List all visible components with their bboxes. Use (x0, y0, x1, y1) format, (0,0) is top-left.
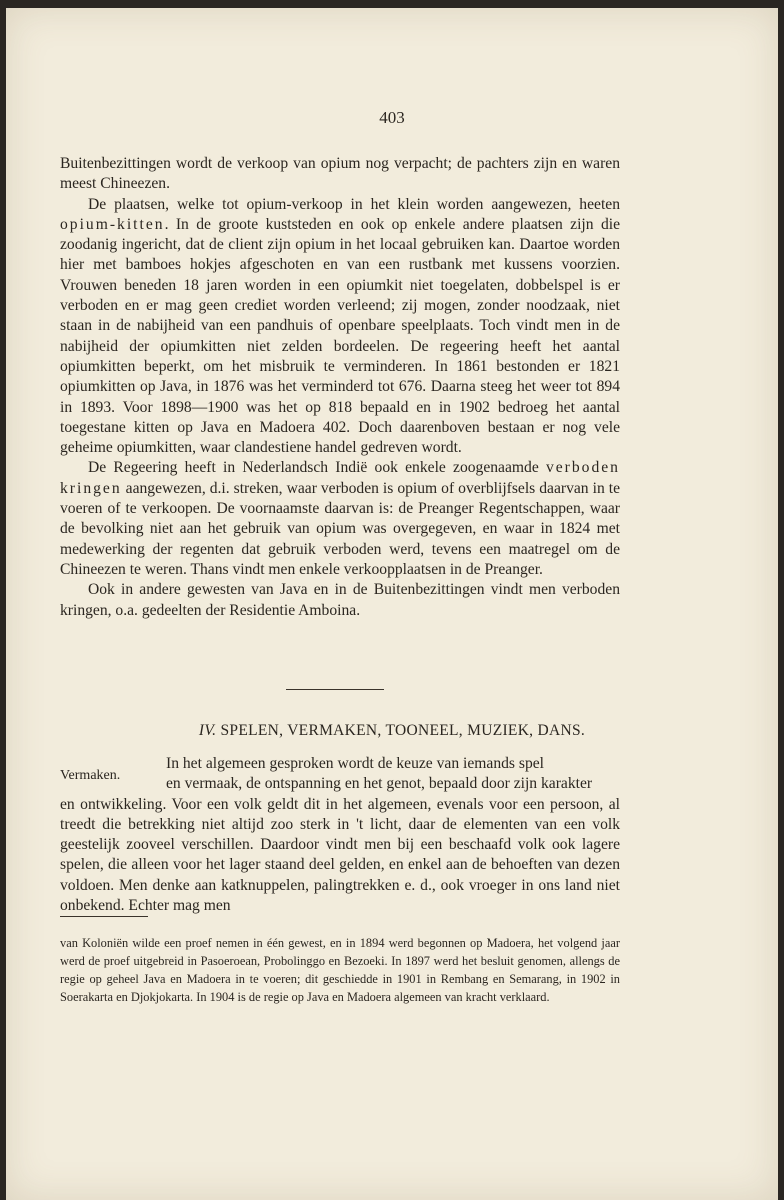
body-text (60, 154, 620, 621)
section-paragraph-rest: en ontwikkeling. Voor een volk geldt dit in het algemeen, evenals voor een persoon, al treedt die betrekking niet altijd zoo sterk in 't licht, daar de elementen van een volk geestelijk zooveel verschillen. Daardoor vindt men bij een beschaafd volk ook lagere spelen, die alleen voor het lager staand deel gelden, en enkel aan de behoeften van dezen voldoen. Men denke aan katknuppelen, palingtrekken e. d., ook vroeger in ons land niet onbekend. Echter mag men (60, 795, 620, 915)
section-title: SPELEN, VERMAKEN, TOONEEL, MUZIEK, DANS. (220, 722, 586, 739)
paragraph-3: De Regeering heeft in Nederlandsch Indië ook enkele zoogenaamde verboden kringen aangewezen, d.i. streken, waar verboden is opium of overblijfsels daarvan in te voeren of te verkoopen. De voornaamste daarvan is: de Preanger Regentschappen, waar de bevolking niet aan het gebruik van opium was overgegeven, en waar in 1824 met medewerking der regenten dat gebruik verboden werd, tevens een maatregel om de Chineezen te weren. Thans vindt men enkele verkoopplaatsen in de Preanger. (60, 459, 620, 578)
section-line-2: en vermaak, de ontspanning en het genot, bepaald door zijn karakter (166, 775, 593, 793)
spaced-term-opium-kitten: opium-kitten (60, 215, 165, 233)
section-body (60, 754, 620, 916)
page-number: 403 (379, 108, 405, 127)
margin-note: Vermaken. (60, 768, 121, 783)
section-number: IV. (198, 722, 217, 739)
book-page (6, 8, 778, 1200)
footnote: van Koloniën wilde een proef nemen in één gewest, en in 1894 werd begonnen op Madoera, het volgend jaar werd de proef uitgebreid in Pasoeroean, Probolinggo en Bezoeki. In 1897 werd het besluit genomen, allengs de regie op geheel Java en Madoera in te voeren; dit geschiedde in 1901 in Rembang en Semarang, in 1902 in Soerakarta en Djokjokarta. In 1904 is de regie op Java en Madoera algemeen van kracht verklaard. (60, 936, 620, 1004)
footnote-divider (60, 916, 148, 917)
section-line-1: In het algemeen gesproken wordt de keuze van iemands spel (166, 755, 545, 772)
paragraph-4: Ook in andere gewesten van Java en in de Buitenbezittingen vindt men verboden kringen, o.a. gedeelten der Residentie Amboina. (60, 581, 620, 619)
spaced-term-verboden-kringen: verboden kringen (60, 459, 620, 497)
paragraph-2: De plaatsen, welke tot opium-verkoop in het klein worden aangewezen, heeten opium-kitten. In de groote kuststeden en ook op enkele andere plaatsen zijn die zoodanig ingericht, dat de client zijn opium in het locaal gebruiken kan. Daartoe worden hier met bamboes hokjes afgeschoten en van een rustbank met kussens voorzien. Vrouwen beneden 18 jaren worden in een opiumkit niet toegelaten, dobbelspel is er verboden en er mag geen crediet worden verleend; zij mogen, zonder noodzaak, niet staan in de nabijheid van een pandhuis of openbare speelplaats. Toch vindt men in de nabijheid der opiumkitten niet zelden bordeelen. De regeering heeft het aantal opiumkitten beperkt, om het misbruik te verminderen. In 1861 bestonden er 1821 opiumkitten op Java, in 1876 was het verminderd tot 676. Daarna steeg het weer tot 894 in 1893. Voor 1898—1900 was het op 818 bepaald en in 1902 bedroeg het aantal toegestane kitten op Java en Madoera 402. Doch daarenboven bestaan er nog vele geheime opiumkitten, waar clandestiene handel gedreven wordt. (60, 195, 620, 457)
section-divider (286, 689, 384, 690)
paragraph-1: Buitenbezittingen wordt de verkoop van opium nog verpacht; de pachters zijn en waren meest Chineezen. (60, 155, 620, 193)
section-heading (6, 722, 778, 740)
